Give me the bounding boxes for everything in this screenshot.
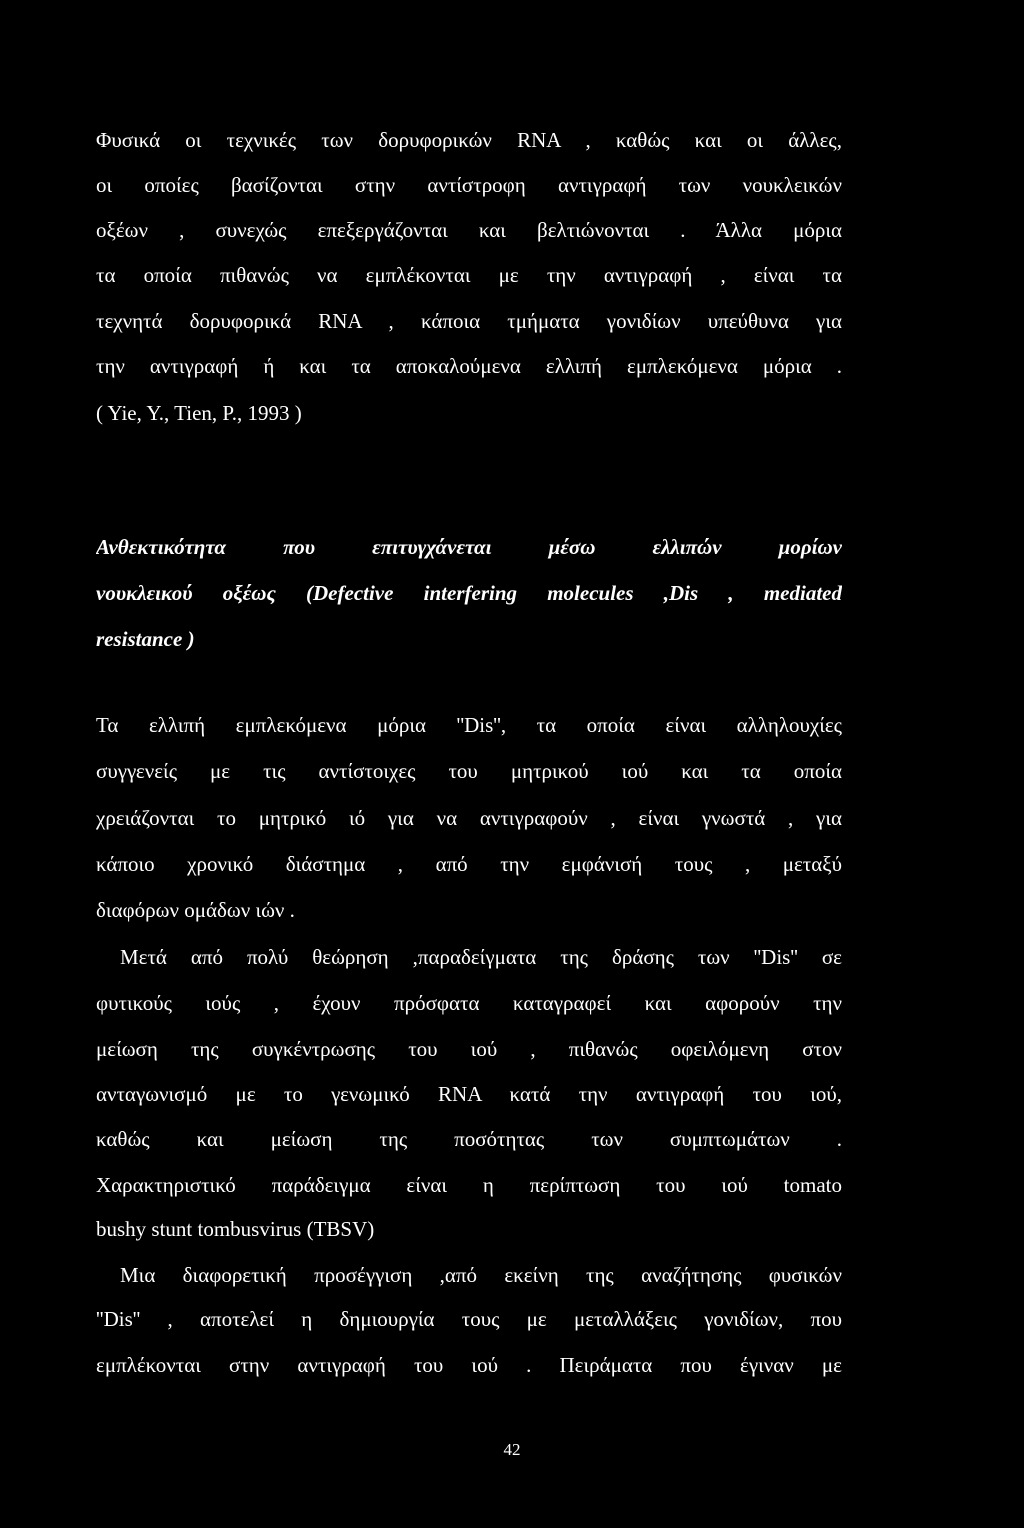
paragraph-1-line-2: οι οποίες βασίζονται στην αντίστροφη αντιγραφή των νουκλεικών — [96, 173, 842, 197]
paragraph-4-line-3: εμπλέκονται στην αντιγραφή του ιού . Πειράματα που έγιναν με — [96, 1353, 842, 1377]
section-heading-line-2: νουκλεικού οξέως (Defective interfering molecules ,Dis , mediated — [96, 581, 842, 605]
paragraph-1-line-1: Φυσικά οι τεχνικές των δορυφορικών RNA , καθώς και οι άλλες, — [96, 128, 842, 152]
paragraph-3-line-3: μείωση της συγκέντρωσης του ιού , πιθανώς οφειλόμενη στον — [96, 1037, 842, 1061]
paragraph-4-line-1: Μια διαφορετική προσέγγιση ,από εκείνη της αναζήτησης φυσικών — [120, 1263, 842, 1287]
paragraph-2-line-5: διαφόρων ομάδων ιών . — [96, 898, 295, 922]
page-number: 42 — [503, 1440, 521, 1459]
paragraph-3-line-6: Χαρακτηριστικό παράδειγμα είναι η περίπτωση του ιού tomato — [96, 1173, 842, 1197]
paragraph-2-line-1: Τα ελλιπή εμπλεκόμενα μόρια ''Dis'', τα οποία είναι αλληλουχίες — [96, 713, 842, 737]
paragraph-1-line-4: τα οποία πιθανώς να εμπλέκονται με την αντιγραφή , είναι τα — [96, 263, 842, 287]
paragraph-2-line-3: χρειάζονται το μητρικό ιό για να αντιγραφούν , είναι γνωστά , για — [96, 806, 842, 830]
paragraph-3-line-2: φυτικούς ιούς , έχουν πρόσφατα καταγραφεί και αφορούν την — [96, 991, 842, 1015]
paragraph-3-line-4: ανταγωνισμό με το γενωμικό RNA κατά την αντιγραφή του ιού, — [96, 1082, 842, 1106]
citation: ( Yie, Y., Tien, P., 1993 ) — [96, 401, 302, 425]
paragraph-3-line-7: bushy stunt tombusvirus (TBSV) — [96, 1217, 375, 1241]
section-heading-line-3: resistance ) — [96, 627, 195, 651]
paragraph-2-line-2: συγγενείς με τις αντίστοιχες του μητρικού ιού και τα οποία — [96, 759, 842, 783]
paragraph-3-line-1: Μετά από πολύ θεώρηση ,παραδείγματα της δράσης των ''Dis'' σε — [120, 945, 842, 969]
paragraph-4-line-2: ''Dis'' , αποτελεί η δημιουργία τους με μεταλλάξεις γονιδίων, που — [96, 1307, 842, 1331]
paragraph-1-line-5: τεχνητά δορυφορικά RNA , κάποια τμήματα γονιδίων υπεύθυνα για — [96, 309, 842, 333]
section-heading-line-1: Ανθεκτικότητα που επιτυγχάνεται μέσω ελλιπών μορίων — [96, 535, 842, 559]
paragraph-1-line-3: οξέων , συνεχώς επεξεργάζονται και βελτιώνονται . Άλλα μόρια — [96, 218, 842, 242]
paragraph-3-line-5: καθώς και μείωση της ποσότητας των συμπτωμάτων . — [96, 1127, 842, 1151]
paragraph-1-line-6: την αντιγραφή ή και τα αποκαλούμενα ελλιπή εμπλεκόμενα μόρια . — [96, 354, 842, 378]
paragraph-2-line-4: κάποιο χρονικό διάστημα , από την εμφάνισή τους , μεταξύ — [96, 852, 842, 876]
